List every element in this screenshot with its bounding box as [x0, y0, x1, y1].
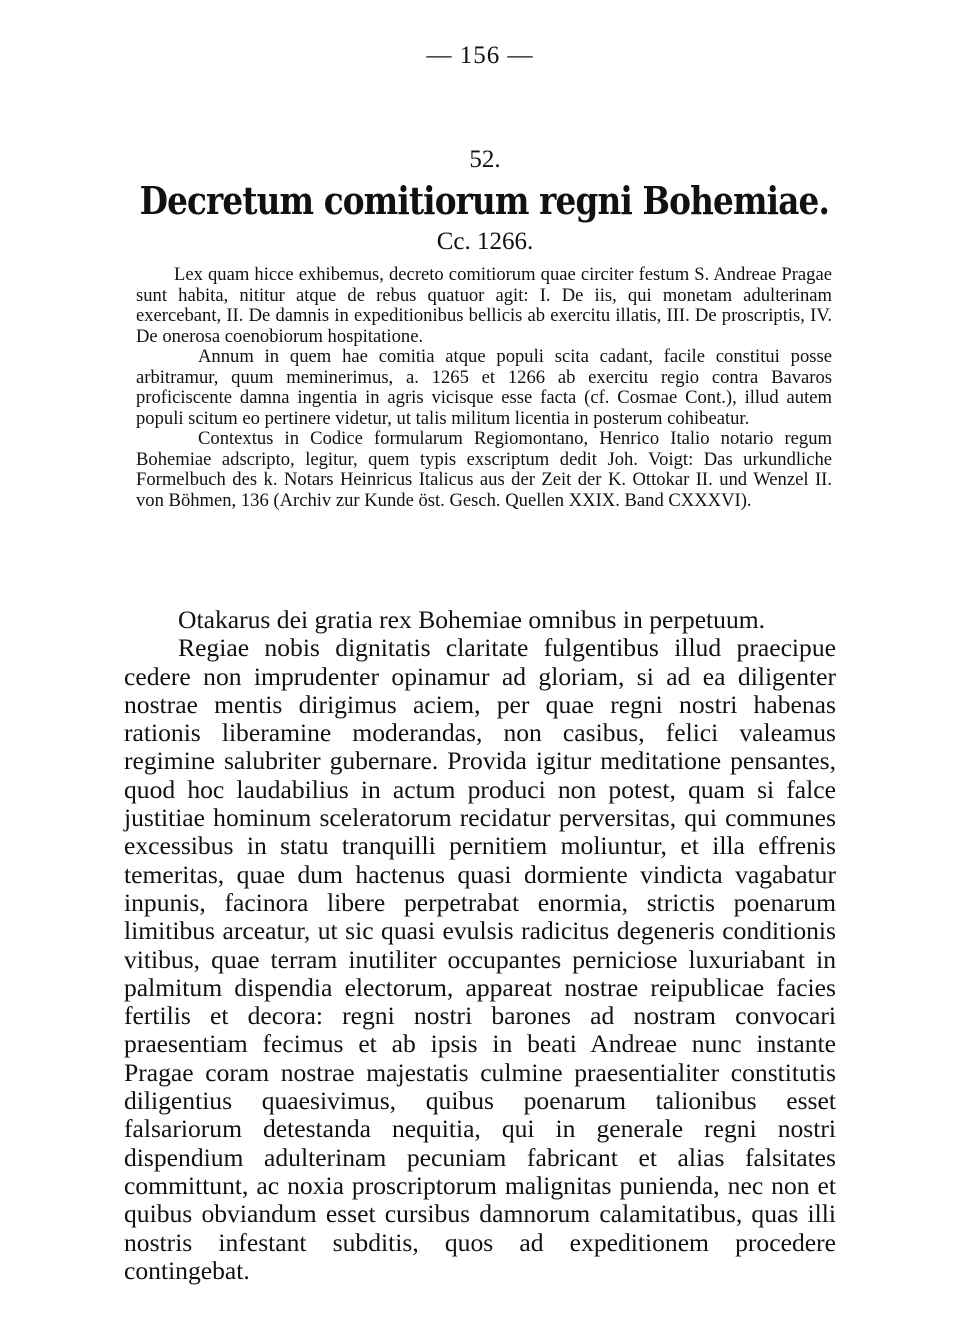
decree-body-paragraph: Regiae nobis dignitatis claritate fulgentibus illud praecipue cedere non imprudenter opinamur ad gloriam, si ad ea diligenter nostrae mentis dirigimus aciem, per quae regni nostri habenas rationis liberamine moderandas, non casibus, felici valeamus regimine salubriter gubernare. Provida igitur meditatione pensantes, quod hoc laudabilius in actum produci non potest, quam si falce justitiae hominum sceleratorum recidatur perversitas, qui communes excessibus in statu tranquilli pernitiem moliuntur, et illa effrenis temeritas, quae dum hactenus quasi dormiente vindicta vagabatur inpunis, facinora libere perpetrabat enormia, strictis poenarum limitibus arceatur, ut sic quasi evulsis radicitus degeneris conditionis vitibus, quae terram inutiliter occupantes perniciose luxuriabant in palmitum dispendia electorum, appareat nostrae reipublicae facies fertilis et decora: regni nostri barones ad nostram convocari praesentiam fecimus et ab ipsis in beati Andreae nunc instante Pragae coram nostrae majestatis culmine praesentialiter constitutis diligentius quaesivimus, quibus poenarum talionibus esset falsariorum detestanda nequitia, qui in generale regni nostri dispendium adulterinam pecuniam fabricant et alias falsitates committunt, ac noxia proscriptorum malignitas punienda, nec non et quibus obviandum esset cursibus damnorum calamitatibus, quas illi nostris infestant subditis, quos ad expeditionem procedere contingebat. — [124, 633, 836, 1285]
page-number: — 156 — — [426, 42, 534, 69]
decree-text — [124, 606, 836, 1285]
decree-salutation: Otakarus dei gratia rex Bohemiae omnibus in perpetuum. — [178, 605, 766, 634]
intro-paragraph: Lex quam hicce exhibemus, decreto comitiorum quae circiter festum S. Andreae Pragae sunt habita, nititur atque de rebus quatuor agit: I. De iis, qui monetam adulterinam exercebant, II. De damnis in expeditionibus bellicis ab exercitu illatis, III. De proscriptis, IV. De onerosa coenobiorum hospitatione. — [136, 264, 832, 347]
editorial-introduction — [136, 265, 832, 511]
intro-paragraph: Annum in quem hae comitia atque populi scita cadant, facile constitui posse arbitramur, quum meminerimus, a. 1265 et 1266 ab exercitu regio contra Bavaros proficiscente damna ingentia in agris vicisque esse facta (cf. Cosmae Cont.), illud autem populi scitum eo pertinere videtur, ut talis militum licentia in posterum cohibeatur. — [136, 346, 832, 429]
document-number: 52. — [469, 146, 501, 173]
intro-paragraph: Contextus in Codice formularum Regiomontano, Henrico Italio notario regum Bohemiae adscripto, legitur, quem typis exscriptum dedit Joh. Voigt: Das urkundliche Formelbuch des k. Notars Heinricus Italicus aus der Zeit der K. Ottokar II. und Wenzel II. von Böhmen, 136 (Archiv zur Kunde öst. Gesch. Quellen XXIX. Band CXXXVI). — [136, 428, 832, 511]
document-title: Decretum comitiorum regni Bohemiae. — [139, 178, 829, 223]
document-date: Cc. 1266. — [436, 228, 534, 255]
